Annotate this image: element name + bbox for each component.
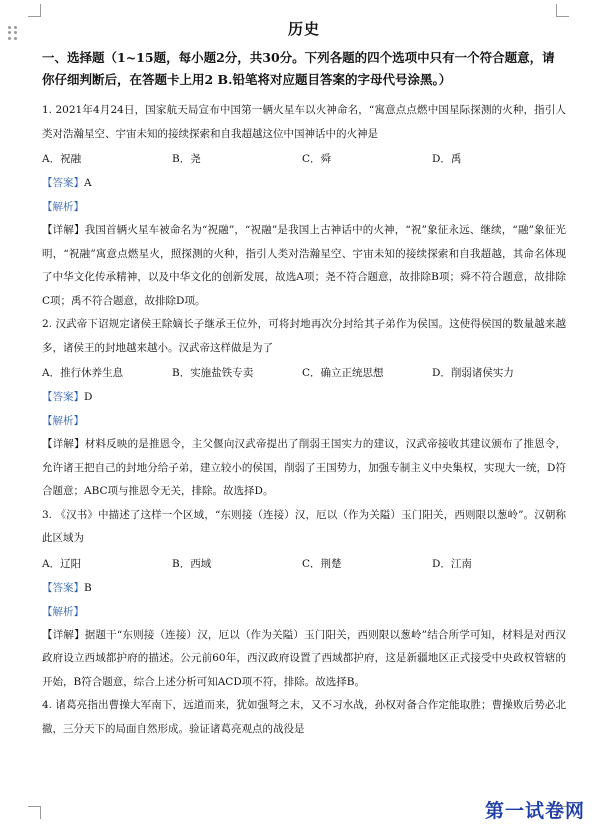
detail-text: 【详解】材料反映的是推恩令，主父偃向汉武帝提出了削弱王国实力的建议，汉武帝接收其建议颁布了推恩令，允许诸王把自己的封地分给子弟，建立较小的侯国，削弱了王国势力，加强专制主义中央集权，实现大一统，D符合题意；ABC项与推恩令无关，排除。故选择D。 [42,438,566,497]
drag-handle-icon[interactable] [8,26,18,40]
question-1 [42,99,566,313]
question-stem: 4. 诸葛亮指出曹操大军南下，远道而来，犹如强弩之末，又不习水战，孙权对备合作定能取胜；曹操败后势必北撤，三分天下的局面自然形成。验证诸葛亮观点的战役是 [42,699,566,735]
answer-line [42,171,566,195]
question-4 [42,694,566,741]
document-page [42,14,566,741]
analysis-label: 【解析】 [42,415,84,427]
watermark-logo: 第一试卷网 [484,800,585,822]
option-d: D．削弱诸侯实力 [432,367,514,379]
page-title: 历史 [287,20,320,38]
option-d: D．禹 [432,153,462,165]
section-heading: 一、选择题（1~15题，每小题2分，共30分。下列各题的四个选项中只有一个符合题意，请你仔细判断后，在答题卡上用2 B.铅笔将对应题目答案的字母代号涂黑。） [42,50,555,87]
option-b: B．西域 [172,557,212,570]
crop-mark-top-left [28,4,41,17]
crop-mark-bottom-left [28,806,41,819]
detail-text: 【详解】我国首辆火星车被命名为“祝融”，“祝融”是我国上古神话中的火神，“祝”象征永远、继续，“融”象征光明，“祝融”寓意点燃星火，照探测的火种，指引人类对浩瀚星空、宇宙未知的接续探索和自我超越，其命名体现了中华文化传承精神，以及中华文化的创新发展，故选A项；尧不符合题意，故排除B项；舜不符合题意，故排除C项；禹不符合题意，故排除D项。 [42,224,566,307]
option-c: C．舜 [302,153,332,165]
answer-label: 【答案】 [42,177,84,189]
detail-text: 【详解】据题干“东则接（连接）汉，厄以（作为关隘）玉门阳关，西则限以葱岭”结合所学可知，材料是对西汉政府设立西域都护府的描述。公元前60年，西汉政府设置了西域都护府，这是新疆地区正式接受中央政权管辖的开始，B符合题意，综合上述分析可知ACD项不符，排除。故选择B。 [42,628,566,688]
option-c: C．荆楚 [302,557,342,570]
option-a: A．祝融 [42,153,82,165]
answer-label: 【答案】 [42,581,84,594]
question-stem: 2. 汉武帝下诏规定诸侯王除嫡长子继承王位外，可将封地再次分封给其子弟作为侯国。这使得侯国的数量越来越多，诸侯王的封地越来越小。汉武帝这样做是为了 [42,318,566,354]
option-a: A．辽阳 [42,557,82,570]
analysis-label: 【解析】 [42,201,84,213]
option-b: B．实施盐铁专卖 [172,367,254,379]
answer-value: B [84,581,92,594]
option-d: D．江南 [432,557,472,570]
question-options [42,553,566,576]
answer-value: D [84,391,93,403]
option-c: C．确立正统思想 [302,367,384,379]
analysis-label: 【解析】 [42,605,84,618]
question-options [42,148,566,171]
question-2 [42,313,566,504]
answer-line [42,385,566,409]
question-stem: 1. 2021年4月24日，国家航天局宣布中国第一辆火星车以火神命名，“寓意点点燃中国星际探测的火种，指引人类对浩瀚星空、宇宙未知的接续探索和自我超越这位中国神话中的火神是 [42,104,566,140]
question-options [42,362,566,385]
question-stem: 3. 《汉书》中描述了这样一个区域，“东则接（连接）汉，厄以（作为关隘）玉门阳关，西则限以葱岭”。汉朝称此区域为 [42,508,566,544]
answer-label: 【答案】 [42,391,84,403]
answer-value: A [84,177,92,189]
option-b: B．尧 [172,153,201,165]
question-3 [42,504,566,695]
option-a: A．推行休养生息 [42,367,124,379]
answer-line [42,576,566,600]
